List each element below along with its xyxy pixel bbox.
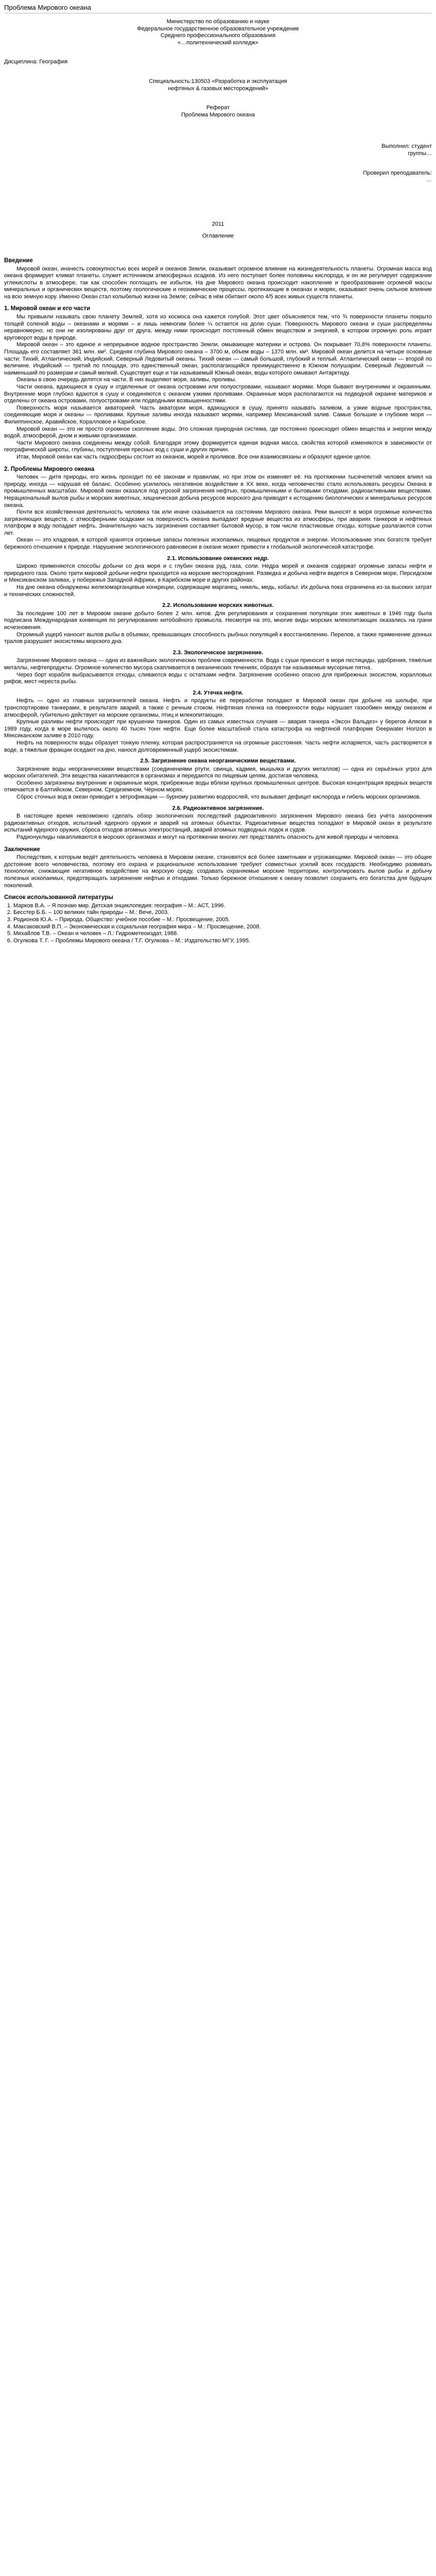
section-1-paragraph: Части Мирового океана соединены между собой. Благодаря этому формируется единая водная масса, свойства которой изменяются в зависимости от географической широты, глубины, поступления пресных вод с суши и других причин. — [4, 439, 432, 453]
subsection-2-6-heading: 2.6. Радиоактивное загрязнение. — [172, 805, 264, 811]
cover-type: Реферат — [206, 105, 230, 111]
cover-edu: Среднего профессионального образования — [160, 32, 276, 39]
section-1-heading: 1. Мировой океан и его части — [4, 306, 91, 312]
cover-discipline: Дисциплина: География — [4, 59, 68, 65]
section-1-paragraph: Итак, Мировой океан как часть гидросферы состоит из океанов, морей и проливов. Все они взаимосвязаны и образуют единое целое. — [16, 453, 372, 460]
cover-group: группы… — [408, 150, 432, 157]
cover-dots: … — [426, 177, 432, 183]
subsection-paragraph: Особенно загрязнены внутренние и окраинные моря, прибрежные воды вблизи крупных промышленных центров. Высокая концентрация вредных веществ отмечается в Балтийском, Северном, Средиземном, Чёрном морях. — [4, 779, 432, 793]
subsection-paragraph: На дне океана обнаружены железомарганцевые конкреции, содержащие марганец, никель, медь, кобальт. Их добыча пока ограничена из-за высоких затрат и технических сложностей. — [4, 584, 432, 598]
subsection-paragraph: Загрязнение воды неорганическими веществами (соединениями ртути, свинца, кадмия, мышьяка и других металлов) — одна из серьёзных угроз для морских обитателей. Эти вещества накапливаются в организмах и передаются по пищевым цепям, достигая человека. — [4, 766, 432, 779]
subsection-2-2-heading: 2.2. Использование морских животных. — [162, 602, 274, 609]
section-1-paragraph: Поверхность моря называется акваторией. Часть акватории моря, вдающуюся в сушу, принято называть заливом, а узкие водные пространства, соединяющие моря и океаны — проливами. Крупные заливы иногда называют морями, например Мексиканский залив. Самые большие и глубокие моря — Филиппинское, Аравийское, Коралловое и Карибское. — [4, 404, 432, 425]
section-2-paragraph: Океан — это кладовая, в которой хранятся огромные запасы полезных ископаемых, пищевых продуктов и энергии. Использование этих богатств требует бережного отношения к природе. Нарушение экологического равновесия в океане может привести к глобальной экологической катастрофе. — [4, 537, 432, 551]
section-2-lead: Человек — дитя природы, его жизнь проходит по её законам и правилам, но при этом он изменяет её. На протяжении тысячелетий человек влиял на природу, иногда — нарушая её баланс. Особенно усилилось негативное воздействие в XX веке, когда человечество стало использовать ресурсы Океана в промышленных масштабах. Мировой океан оказался под угрозой загрязнения нефтью, промышленными и бытовыми отходами, радиоактивными веществами. Нерациональный вылов рыбы и морских животных, хищническая добыча ресурсов морского дна приводят к истощению биологических и минеральных ресурсов океана. — [4, 474, 432, 509]
subsection-paragraph: Радионуклиды накапливаются в морских организмах и могут на протяжении многих лет представлять опасность для живой природы и человека. — [16, 834, 400, 841]
subsection-paragraph: Нефть — одно из главных загрязнителей океана. Нефть и продукты её переработки попадают в Мировой океан при добыче на шельфе, при транспортировке танкерами, в результате аварий, а также с речным стоком. Нефтяная пленка на поверхности воды нарушает газообмен между океаном и атмосферой, губительно действует на морские организмы, птиц и млекопитающих. — [4, 698, 432, 718]
section-2-heading: 2. Проблемы Мирового океана — [4, 466, 95, 472]
section-1-paragraph: Океаны в свою очередь делятся на части. В них выделяют моря, заливы, проливы. — [16, 377, 237, 383]
section-2-paragraph: Почти вся хозяйственная деятельность человека так или иначе сказывается на состоянии Мирового океана. Реки выносят в моря огромные количества загрязняющих веществ, с атмосферными осадками на поверхность океана выпадают вредные вещества из атмосферы, при авариях танкеров и нефтяных платформ в воду попадает нефть. Значительную часть загрязнения составляет бытовой мусор, в том числе пластиковые отходы, которые разлагаются сотни лет. — [4, 509, 432, 536]
cover-topic: Проблема Мирового океана — [181, 111, 255, 118]
subsection-paragraph: Нефть на поверхности воды образует тонкую пленку, которая распространяется на огромные расстояния. Часть нефти испаряется, часть растворяется в воде, а тяжёлые фракции оседают на дно, нанося долговременный ущерб экосистемам. — [4, 739, 432, 753]
subsection-paragraph: Крупные разливы нефти происходят при крушении танкеров. Один из самых известных случаев — авария танкера «Эксон Вальдез» у берегов Аляски в 1989 году, когда в море вылилось около 40 тысяч тонн нефти. Еще более масштабной стала катастрофа на нефтяной платформе Deepwater Horizon в Мексиканском заливе в 2010 году. — [4, 719, 432, 739]
intro-heading: Введение — [4, 257, 33, 264]
subsection-paragraph: Огромный ущерб наносит вылов рыбы в объемах, превышающих способность рыбных популяций к восстановлению. Перелов, а также применение донных тралов разрушает экосистемы морского дна. — [4, 631, 432, 645]
cover-done: Выполнил: студент — [381, 143, 432, 150]
reference-item: 2. Бесстер Б.Б. – 100 великих тайн природы – М.: Вече, 2003. — [13, 909, 432, 917]
reference-item: 4. Максаковский В.П. – Экономическая и социальная география мира – М.: Просвещение, 2008. — [13, 924, 432, 931]
toc-title: Оглавление — [202, 233, 234, 240]
cover-year: 2011 — [212, 221, 224, 227]
reference-item: 1. Марков В.А. – Я познаю мир. Детская энциклопедия: география – М.: АСТ, 1996. — [13, 903, 432, 910]
references-heading: Список использованной литературы — [4, 894, 113, 901]
subsection-paragraph: Загрязнение Мирового океана — одна из важнейших экологических проблем современности. Вода с суши приносит в моря пестициды, удобрения, тяжёлые металлы, нефтепродукты. Огромное количество мусора скапливается в океанических течениях, образуя так называемые мусорные пятна. — [4, 657, 432, 671]
cover-ministry: Министерство по образованию и науке — [166, 19, 270, 25]
conclusion-heading: Заключение — [4, 846, 40, 853]
subsection-paragraph: Сброс сточных вод в океан приводит к эвтрофикации — бурному развитию водорослей, что вызывает дефицит кислорода и гибель морских организмов. — [16, 794, 421, 801]
document-body — [0, 13, 436, 944]
reference-item: 6. Огулкова Т. Г. – Проблемы Мирового океана / Т.Г. Огулкова – М.: Издательство МГУ, 1995. — [13, 938, 432, 945]
subsection-paragraph: За последние 100 лет в Мировом океане добыто более 2 млн. китов. Для регулирования и сохранения популяции этих животных в 1946 году была подписана Международная конвенция по регулированию китобойного промысла. Несмотря на это, многие виды морских млекопитающих оказались на грани исчезновения. — [4, 610, 432, 631]
subsection-2-5-heading: 2.5. Загрязнение океана неорганическими веществами. — [140, 758, 296, 765]
section-1-paragraph: Части океана, вдающиеся в сушу и отделенные от океана островами или полуостровами, называют морями. Моря бывают внутренними и окраинными. Внутренние моря глубоко вдаются в сушу и соединяются с океаном узкими проливами. Окраинные моря располагаются на подводной окраине материков и отделены от океана островами, полуостровами или подводными возвышенностями. — [4, 384, 432, 404]
subsection-2-3-heading: 2.3. Экологическое загрязнение. — [172, 649, 264, 656]
reference-item: 3. Родионов Ю.А. – Природа. Общество: учебное пособие – М.: Просвещение, 2005. — [13, 917, 432, 924]
cover-college: «…политехнический колледж» — [178, 39, 258, 46]
subsection-2-1-heading: 2.1. Использование океанских недр. — [167, 555, 269, 562]
page-title: Проблема Мирового океана — [4, 4, 92, 11]
subsection-paragraph: Широко применяются способы добычи со дна моря и с глубин океана руд, газа, соли. Недра морей и океанов содержат огромные запасы нефти и природного газа. Около трети мировой добычи нефти приходится на морские месторождения. Разведка и добыча нефти ведется в Северном море, Персидском и Мексиканском заливах, у побережья Западной Африки, в Карибском море и других районах. — [4, 563, 432, 584]
subsection-paragraph: В настоящее время невозможно сделать обзор экологических последствий радиоактивного загрязнения Мирового океана без учёта захоронения радиоактивных отходов, испытаний ядерного оружия и аварий на атомных объектах. Радиоактивные вещества попадают в Мировой океан в результате испытаний ядерного оружия, сброса отходов атомных электростанций, аварий атомных подводных лодок и судов. — [4, 813, 432, 834]
references-list — [4, 903, 432, 945]
reference-item: 5. Михайлов Т.В. – Океан и человек – Л.: Гидрометеоиздат, 1988. — [13, 930, 432, 938]
section-1-paragraph: Мировой океан — это не просто огромное скопление воды. Это сложная природная система, где постоянно происходит обмен вещества и энергии между водой, атмосферой, дном и живыми организмами. — [4, 426, 432, 439]
cover-specialty-2: нефтяных & газовых месторождений» — [168, 85, 268, 92]
cover-specialty: Специальность:130503 «Разработка и эксплуатация — [149, 78, 287, 84]
cover-checked: Проверил преподаватель: — [363, 170, 432, 176]
subsection-2-4-heading: 2.4. Утечка нефти. — [193, 689, 243, 696]
section-1-paragraph: Мы привыкли называть свою планету Землей, хотя из космоса она кажется голубой. Этот цвет объясняется тем, что ¾ поверхности планеты покрыто толщей соленой воды – океанами и морями – и лишь немногим более ¼ остается на долю суши. Поверхность Мирового океана и суши распределены неравномерно, но они не изолированы друг от друга, между ними происходит постоянный обмен веществом и энергией, в котором огромную роль играет круговорот воды в природе. — [4, 314, 432, 341]
subsection-paragraph: Через борт корабля выбрасывается отходы, сливаются воды с остатками нефти. Загрязнение особенно опасно для прибрежных экосистем, коралловых рифов, мест нереста рыбы. — [4, 671, 432, 685]
intro-paragraph: Мировой океан, иначесть совокупностью всех морей и океанов Земли, оказывает огромное влияние на жизнедеятельность планеты. Огромная масса вод океана формирует климат планеты, служит источником атмосферных осадков. Из него поступает более половины кислорода, и он же регулирует содержание углекислоты в атмосфере, так как способен поглощать ее избыток. На дне Мирового океана происходит накопление и преобразование огромной массы минеральных и органических веществ, поэтому геологические и геохимические процессы, протекающие в океанах и морях, оказывают очень сильное влияние на всю земную кору. Именно Океан стал колыбелью жизни на Земле; сейчас в нём обитают около 4/5 всех живых существ планеты. — [4, 265, 432, 300]
conclusion-paragraph: Последствия, к которым ведёт деятельность человека в Мировом океане, становятся всё более заметными и угрожающими. Мировой океан — это общее достояние всего человечества, поэтому его охрана и рациональное использование требуют совместных усилий всех государств. Необходимо развивать технологии, снижающие негативное воздействие на морскую среду, создавать охраняемые морские территории, контролировать вылов рыбы и добычу полезных ископаемых, предотвращать загрязнение нефтью и отходами. Только бережное отношение к океану позволит сохранить его богатства для будущих поколений. — [4, 854, 432, 889]
section-1-paragraph: Мировой океан – это единое и непрерывное водное пространство Земли, омывающее материки и острова. Он покрывает 70,8% поверхности планеты. Площадь его составляет 361 млн. км². Средняя глубина Мирового океана – 3700 м, объем воды – 1370 млн. км³. Мировой океан делится на четыре основные части: Тихий, Атлантический, Индийский, Северный Ледовитый океаны. Тихий океан — самый большой, глубокий и теплый. Атлантический океан — второй по величине. Индийский — третий по площади, это единственный океан, располагающийся преимущественно в Южном полушарии. Северный Ледовитый — наименьший по размерам и самый мелкий. Существует еще и так называемый Южный океан, воды которого омывают Антарктиду. — [4, 342, 432, 376]
cover-agency: Федеральное государственное образовательное учреждение — [137, 25, 299, 32]
